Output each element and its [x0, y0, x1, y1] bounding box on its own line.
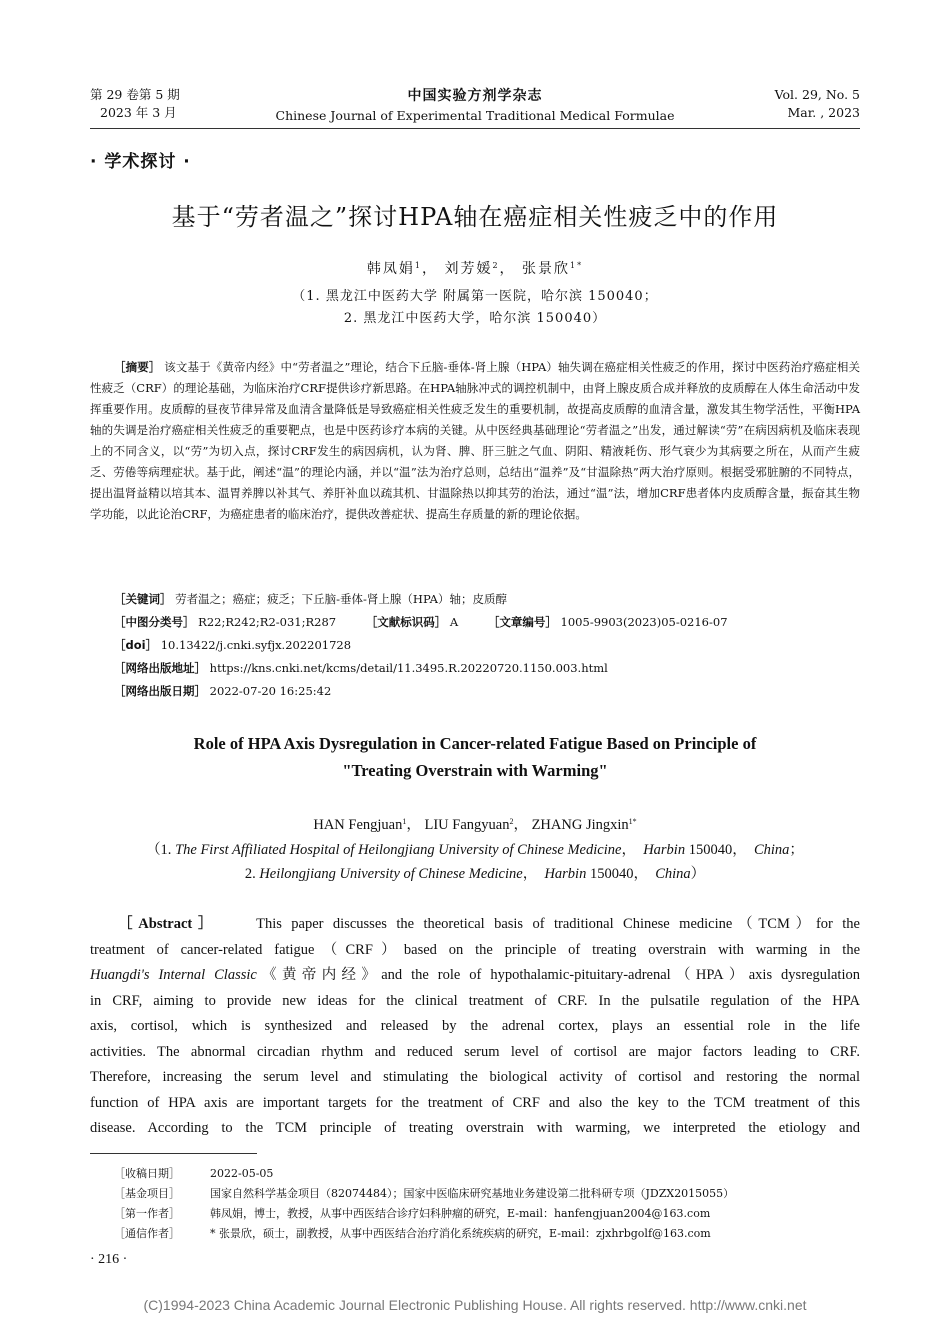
title-en: [0, 730, 950, 784]
header-date: 2023 年 3 月: [100, 105, 177, 120]
affiliation-institution: The First Affiliated Hospital of Heilongjiang University of Chinese Medicine: [175, 842, 622, 858]
abstract-en-line: Huangdi's Internal Classic《黄帝内经》and the role of hypothalamic-pituitary-adrenal（HPA）axis dysregulation: [90, 967, 860, 983]
title-en-line: "Treating Overstrain with Warming": [342, 761, 608, 780]
journal-name-en: Chinese Journal of Experimental Traditional Medical Formulae: [275, 108, 675, 123]
author-sup: 2: [509, 817, 514, 826]
keywords-row: [114, 589, 507, 610]
abstract-en-line: ［Abstract］ This paper discusses the theoretical basis of traditional Chinese medicine（TCM）for the: [118, 916, 860, 932]
abstract-en-line: Therefore, increasing the serum level and stimulating the biological activity of cortisol and restoring the normal: [90, 1069, 860, 1085]
affiliation-en-line: 2. Heilongjiang University of Chinese Medicine， Harbin 150040， China）: [244, 866, 706, 882]
copyright-footer: (C)1994-2023 China Academic Journal Electronic Publishing House. All rights reserved. http://www.cnki.net: [143, 1297, 807, 1313]
doi-value[interactable]: 10.13422/j.cnki.syfjx.202201728: [160, 638, 352, 652]
authors-en: HAN Fengjuan$^1$， LIU Fangyuan$^2$， ZHANG Jingxin$^{1*}$: [313, 817, 637, 833]
author-name-en: HAN Fengjuan: [313, 817, 403, 833]
affiliations-en: [0, 838, 950, 886]
affiliation-institution: Heilongjiang University of Chinese Medicine: [259, 866, 523, 882]
footnote-first-author: ［第一作者］ 韩凤娟，博士，教授，从事中西医结合诊疗妇科肿瘤的研究，E-mail：hanfengjuan2004@163.com: [114, 1207, 711, 1220]
online-date-row: [114, 681, 331, 702]
affiliation-en-line: （1. The First Affiliated Hospital of Heilongjiang University of Chinese Medicine， Harbin 150040， China；: [146, 842, 804, 858]
abstract-cn: [90, 357, 860, 525]
keywords-label: ［关键词］: [114, 592, 172, 606]
author-name-en: LIU Fangyuan: [424, 817, 510, 833]
abstract-en-italic: Huangdi's Internal Classic: [90, 967, 257, 983]
online-url-link[interactable]: https://kns.cnki.net/kcms/detail/11.3495.R.20220720.1150.003.html: [209, 661, 608, 675]
abstract-en-line: function of HPA axis are important targets for the treatment of CRF and also the key to the TCM treatment of this: [90, 1094, 860, 1111]
article-no-value: 1005-9903(2023)05-0216-07: [560, 615, 728, 629]
section-label: · 学术探讨 ·: [90, 152, 191, 172]
footnote-corresponding: ［通信作者］ * 张景欣，硕士，副教授，从事中西医结合治疗消化系统疾病的研究，E-mail：zjxhrbgolf@163.com: [114, 1227, 711, 1240]
doi-row: [114, 635, 351, 656]
footnote-rule: [90, 1153, 257, 1154]
abstract-en: [90, 912, 860, 1142]
article-no-label: ［文章编号］: [487, 615, 557, 629]
journal-masthead: [250, 85, 700, 123]
author-name: 韩凤娟: [366, 261, 415, 277]
affiliation-country: China: [655, 866, 691, 882]
affiliations-cn: [0, 286, 950, 330]
header-volume-info: [90, 86, 180, 122]
authors-cn: 韩凤娟$^1$， 刘芳媛$^2$， 张景欣$^{1*}$: [366, 261, 584, 277]
affiliation-city: Harbin: [544, 866, 587, 882]
abstract-en-line: axis, cortisol, which is synthesized and released by the adrenal cortex, plays an essential role in the life: [90, 1018, 860, 1034]
doi-label: ［doi］: [114, 638, 158, 652]
header-rule: [90, 128, 860, 129]
online-url-label: ［网络出版地址］: [114, 661, 206, 675]
affiliation-line: （1. 黑龙江中医药大学 附属第一医院，哈尔滨 150040；: [292, 289, 658, 304]
header-vol-no: Vol. 29, No. 5: [774, 87, 860, 102]
abstract-en-line: treatment of cancer-related fatigue（CRF）based on the principle of treating overstrain with warming in the: [90, 941, 860, 958]
clc-value: R22;R242;R2-031;R287: [198, 615, 337, 629]
header-volume: 第 29 卷第 5 期: [90, 87, 180, 102]
online-date-label: ［网络出版日期］: [114, 684, 206, 698]
affiliation-line: 2. 黑龙江中医药大学，哈尔滨 150040）: [343, 311, 607, 326]
doc-code-label: ［文献标识码］: [365, 615, 447, 629]
author-sup: 1*: [628, 817, 637, 826]
classification-row: [114, 612, 728, 633]
keywords-text: 劳者温之；癌症；疲乏；下丘脑-垂体-肾上腺（HPA）轴；皮质醇: [175, 592, 507, 606]
online-url-row: [114, 658, 608, 679]
author-name: 刘芳媛: [444, 261, 493, 277]
footnote-received: ［收稿日期］ 2022-05-05: [114, 1167, 274, 1180]
page-number: · 216 ·: [90, 1252, 128, 1267]
abstract-en-line: in CRF, aiming to provide new ideas for the clinical treatment of CRF. In the pulsatile regulation of the HPA: [90, 992, 860, 1009]
author-sup: 2: [492, 261, 500, 270]
clc-label: ［中图分类号］: [114, 615, 195, 629]
affiliation-city: Harbin: [643, 842, 686, 858]
abstract-cn-label: ［摘要］: [114, 360, 161, 374]
footnotes: [114, 1164, 734, 1244]
abstract-en-label: ［Abstract］: [118, 916, 219, 932]
abstract-en-line: activities. The abnormal circadian rhythm and reduced serum level of cortisol are major factors leading to CRF.: [90, 1043, 860, 1060]
title-cn: 基于“劳者温之”探讨HPA轴在癌症相关性疲乏中的作用: [171, 203, 779, 231]
affiliation-country: China: [753, 842, 790, 858]
author-sup: 1: [402, 817, 407, 826]
author-sup: 1: [414, 261, 422, 270]
abstract-en-line: disease. According to the TCM principle of treating overstrain with warming, we interpreted the etiology and: [90, 1120, 860, 1136]
title-en-line: Role of HPA Axis Dysregulation in Cancer-related Fatigue Based on Principle of: [193, 734, 757, 753]
online-date-value: 2022-07-20 16:25:42: [209, 684, 332, 698]
author-name-en: ZHANG Jingxin: [531, 817, 629, 833]
header-volume-en: [775, 86, 860, 122]
doc-code-value: A: [449, 615, 459, 629]
author-name: 张景欣: [522, 261, 570, 277]
author-sup: 1*: [570, 261, 584, 270]
header-month-year: Mar. , 2023: [787, 105, 860, 120]
abstract-cn-text: 该文基于《黄帝内经》中“劳者温之”理论，结合下丘脑-垂体-肾上腺（HPA）轴失调在癌症相关性疲乏的作用，探讨中医药治疗癌症相关性疲乏（CRF）的理论基础，为临床治疗CRF提供诊疗新思路。在HPA轴脉冲式的调控机制中，由肾上腺皮质合成并释放的皮质醇在人体生命活动中发挥重要作用。皮质醇的昼夜节律异常及血清含量降低是导致癌症相关性疲乏发生的重要机制，故提高皮质醇的血清含量，激发其生物学活性，平衡HPA轴的失调是治疗癌症相关性疲乏的重要靶点，也是中医药诊疗本病的关键。从中医经典基础理论“劳者温之”出发，通过解读“劳”在病因病机及临床表现上的不同含义，以“劳”为切入点，探讨CRF发生的病因病机，认为肾、脾、肝三脏之气血、阴阳、精液耗伤、形气衰少为其病要之所在，从而产生疲乏、劳倦等病理症状。基于此，阐述“温”的理论内涵，并以“温”法为治疗总则，总结出“温养”及“甘温除热”两大治疗原则。根据受邪脏腑的不同特点，提出温肾益精以培其本、温胃养脾以补其气、养肝补血以疏其机、甘温除热以抑其劳的治法，通过“温”法，增加CRF患者体内皮质醇含量，振奋其生物学功能，以此论治CRF，为癌症患者的临床治疗，提供改善症状、提高生存质量的新的理论依据。: [90, 360, 861, 521]
journal-name-cn: 中国实验方剂学杂志: [407, 88, 543, 104]
footnote-funding: ［基金项目］ 国家自然科学基金项目（82074484）；国家中医临床研究基地业务建设第二批科研专项（JDZX2015055）: [114, 1187, 735, 1200]
